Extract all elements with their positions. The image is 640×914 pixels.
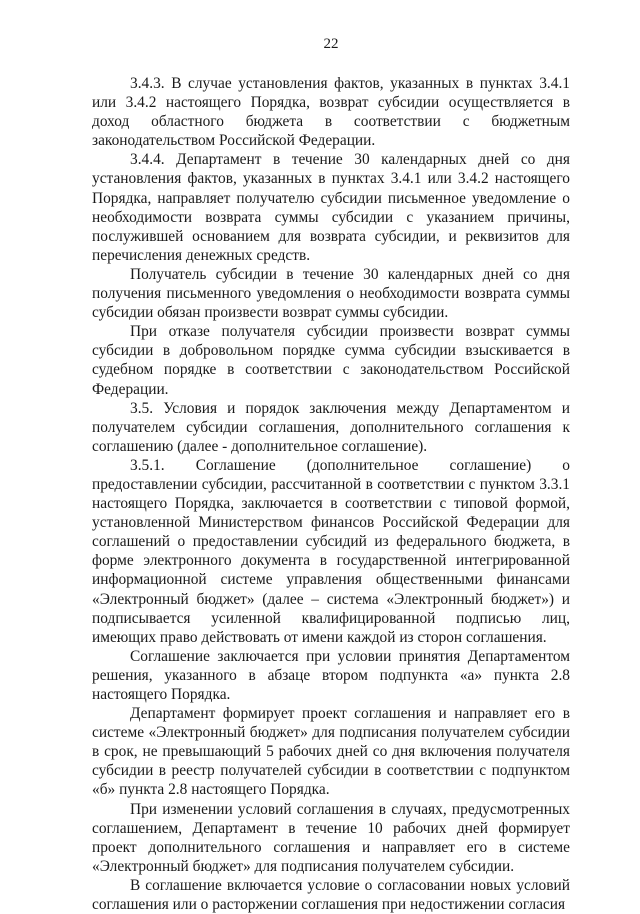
- paragraph-agreement-condition: Соглашение заключается при условии принятия Департаментом решения, указанного в абзаце втором подпункта «а» пункта 2.8 настоящего Порядка.: [92, 647, 570, 703]
- page-number: 22: [323, 36, 339, 52]
- paragraph-refusal-recovery: При отказе получателя субсидии произвести возврат суммы субсидии в добровольном порядке сумма субсидии взыскивается в судебном порядке в соответствии с законодательством Российской Федерации.: [92, 323, 570, 398]
- paragraph-3-5: 3.5. Условия и порядок заключения между Департаментом и получателем субсидии соглашения, дополнительного соглашения к соглашению (далее - дополнительное соглашение).: [92, 399, 570, 455]
- paragraph-draft-agreement: Департамент формирует проект соглашения и направляет его в системе «Электронный бюджет» для подписания получателем субсидии в срок, не превышающий 5 рабочих дней со дня включения получателя субсидии в реестр получателей субсидии в соответствии с подпунктом «б» пункта 2.8 настоящего Порядка.: [92, 705, 570, 799]
- paragraph-new-conditions: В соглашение включается условие о согласовании новых условий соглашения или о расторжении соглашения при недостижении согласия: [92, 876, 570, 914]
- paragraph-3-5-1: 3.5.1. Соглашение (дополнительное соглашение) о предоставлении субсидии, рассчитанной в соответствии с пунктом 3.3.1 настоящего Порядка, заключается в соответствии с типовой формой, установленной Министерством финансов Российской Федерации для соглашений о предоставлении субсидий из федерального бюджета, в форме электронного документа в государственной интегрированной информационной системе управления общественными финансами «Электронный бюджет» (далее – система «Электронный бюджет») и подписывается усиленной квалифицированной подписью лиц, имеющих право действовать от имени каждой из сторон соглашения.: [92, 456, 570, 646]
- paragraph-3-4-4: 3.4.4. Департамент в течение 30 календарных дней со дня установления фактов, указанных в пунктах 3.4.1 или 3.4.2 настоящего Порядка, направляет получателю субсидии письменное уведомление о необходимости возврата суммы субсидии с указанием причины, послужившей основанием для возврата субсидии, и реквизитов для перечисления денежных средств.: [92, 151, 570, 264]
- paragraph-3-4-3: 3.4.3. В случае установления фактов, указанных в пунктах 3.4.1 или 3.4.2 настоящего Порядка, возврат субсидии осуществляется в доход областного бюджета в соответствии с бюджетным законодательством Российской Федерации.: [92, 75, 570, 150]
- document-page: [92, 34, 570, 914]
- paragraph-additional-agreement: При изменении условий соглашения в случаях, предусмотренных соглашением, Департамент в течение 10 рабочих дней формирует проект дополнительного соглашения и направляет его в системе «Электронный бюджет» для подписания получателем субсидии.: [92, 800, 570, 875]
- paragraph-refund-deadline: Получатель субсидии в течение 30 календарных дней со дня получения письменного уведомления о необходимости возврата суммы субсидии обязан произвести возврат суммы субсидии.: [92, 265, 570, 322]
